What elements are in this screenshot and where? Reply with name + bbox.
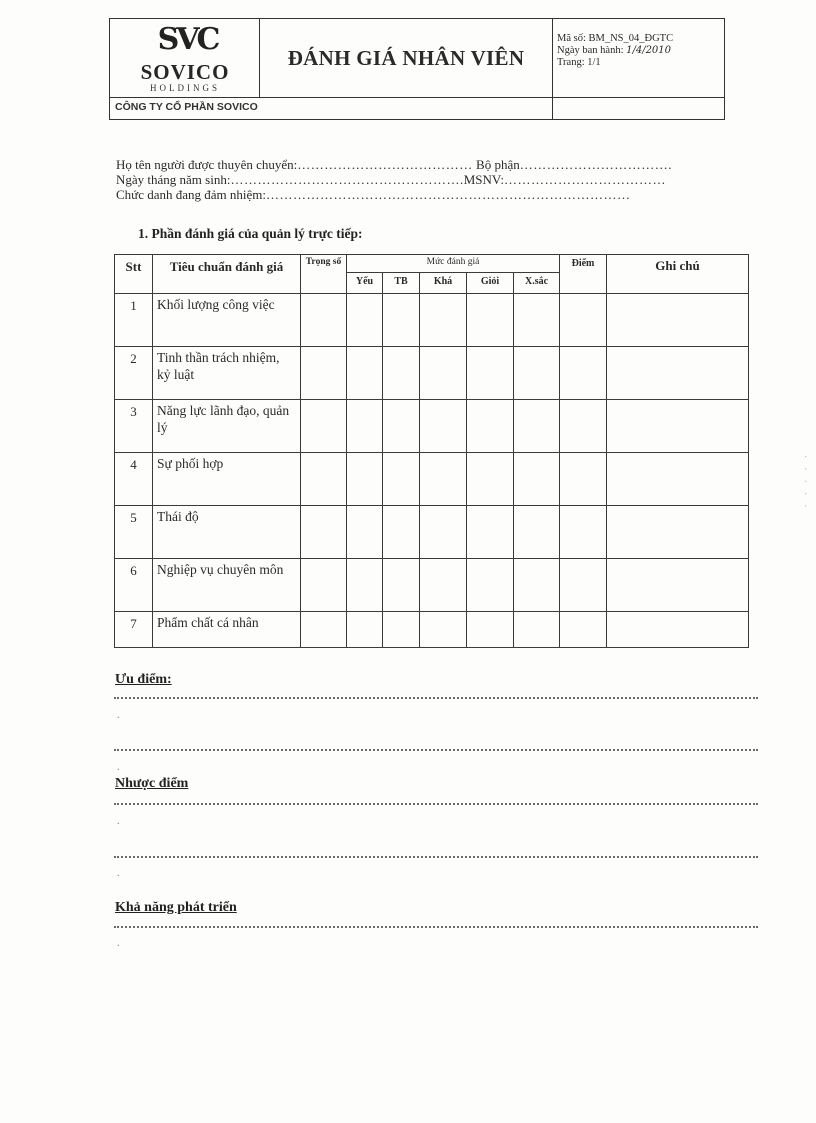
bullet-mark: . — [117, 938, 120, 949]
level-weak-cell[interactable] — [347, 612, 383, 648]
note-cell[interactable] — [607, 612, 749, 648]
position-line — [116, 187, 672, 202]
note-cell[interactable] — [607, 400, 749, 453]
dob-line — [116, 172, 672, 187]
level-excellent-cell[interactable] — [514, 612, 560, 648]
score-cell[interactable] — [560, 559, 607, 612]
header-stt: Stt — [115, 255, 153, 294]
row-stt: 6 — [115, 559, 153, 612]
weight-cell[interactable] — [301, 453, 347, 506]
position-field[interactable]: ……………………………………………………………………… — [266, 187, 631, 202]
name-field[interactable]: ………………………………… — [297, 157, 473, 172]
header-level-weak: Yếu — [347, 273, 383, 294]
msnv-label: MSNV: — [463, 172, 504, 187]
evaluation-table — [114, 254, 749, 648]
name-label: Họ tên người được thuyên chuyển: — [116, 157, 298, 172]
level-fair-cell[interactable] — [420, 400, 467, 453]
employee-info — [116, 157, 672, 202]
score-cell[interactable] — [560, 506, 607, 559]
strengths-line-1[interactable] — [114, 697, 758, 699]
weight-cell[interactable] — [301, 347, 347, 400]
header-level-excellent: X.sắc — [514, 273, 560, 294]
note-cell[interactable] — [607, 506, 749, 559]
row-stt: 3 — [115, 400, 153, 453]
form-title: ĐÁNH GIÁ NHÂN VIÊN — [287, 45, 525, 70]
bullet-mark: . — [117, 710, 120, 721]
level-fair-cell[interactable] — [420, 453, 467, 506]
form-meta — [553, 19, 724, 97]
page-number: Trang: 1/1 — [557, 57, 601, 68]
name-line — [116, 157, 672, 172]
header-criteria: Tiêu chuẩn đánh giá — [153, 255, 301, 294]
level-fair-cell[interactable] — [420, 559, 467, 612]
note-cell[interactable] — [607, 347, 749, 400]
weaknesses-line-1[interactable] — [114, 803, 758, 805]
score-cell[interactable] — [560, 453, 607, 506]
weight-cell[interactable] — [301, 612, 347, 648]
score-cell[interactable] — [560, 294, 607, 347]
level-excellent-cell[interactable] — [514, 506, 560, 559]
level-average-cell[interactable] — [383, 612, 420, 648]
level-good-cell[interactable] — [467, 453, 514, 506]
table-row — [115, 400, 749, 453]
bullet-mark: . — [117, 816, 120, 827]
level-fair-cell[interactable] — [420, 347, 467, 400]
note-cell[interactable] — [607, 453, 749, 506]
bullet-mark: . — [117, 762, 120, 773]
company-row-divider — [552, 98, 553, 119]
header-level-fair: Khá — [420, 273, 467, 294]
level-good-cell[interactable] — [467, 400, 514, 453]
level-average-cell[interactable] — [383, 559, 420, 612]
strengths-line-2[interactable] — [114, 749, 758, 751]
title-cell — [260, 19, 553, 97]
row-stt: 2 — [115, 347, 153, 400]
table-row — [115, 347, 749, 400]
header-note: Ghi chú — [607, 255, 749, 294]
level-excellent-cell[interactable] — [514, 294, 560, 347]
header-score: Điểm — [560, 255, 607, 294]
row-stt: 1 — [115, 294, 153, 347]
msnv-field[interactable]: ……………………………… — [503, 172, 666, 187]
row-criteria: Phẩm chất cá nhân — [153, 612, 301, 648]
score-cell[interactable] — [560, 347, 607, 400]
level-good-cell[interactable] — [467, 612, 514, 648]
row-criteria: Thái độ — [153, 506, 301, 559]
company-row — [110, 97, 724, 119]
level-excellent-cell[interactable] — [514, 400, 560, 453]
level-average-cell[interactable] — [383, 506, 420, 559]
level-good-cell[interactable] — [467, 347, 514, 400]
header-level-average: TB — [383, 273, 420, 294]
level-fair-cell[interactable] — [420, 612, 467, 648]
note-cell[interactable] — [607, 559, 749, 612]
table-row — [115, 453, 749, 506]
logo-mark: SVC — [157, 22, 218, 57]
level-weak-cell[interactable] — [347, 400, 383, 453]
margin-scribble: · · · · · — [799, 455, 810, 511]
weaknesses-line-2[interactable] — [114, 856, 758, 858]
issue-date-label: Ngày ban hành: — [557, 45, 624, 56]
level-weak-cell[interactable] — [347, 559, 383, 612]
table-row — [115, 612, 749, 648]
potential-label: Khả năng phát triển — [115, 900, 237, 915]
dept-field[interactable]: ……………………………. — [519, 157, 672, 172]
dept-label: Bộ phận — [476, 157, 520, 172]
level-average-cell[interactable] — [383, 400, 420, 453]
level-good-cell[interactable] — [467, 294, 514, 347]
level-good-cell[interactable] — [467, 506, 514, 559]
level-excellent-cell[interactable] — [514, 453, 560, 506]
header-level-good: Giỏi — [467, 273, 514, 294]
weight-cell[interactable] — [301, 294, 347, 347]
level-average-cell[interactable] — [383, 294, 420, 347]
note-cell[interactable] — [607, 294, 749, 347]
row-criteria: Nghiệp vụ chuyên môn — [153, 559, 301, 612]
row-criteria: Tinh thần trách nhiệm, kỷ luật — [153, 347, 301, 400]
form-header — [109, 18, 725, 120]
row-stt: 5 — [115, 506, 153, 559]
level-fair-cell[interactable] — [420, 294, 467, 347]
level-weak-cell[interactable] — [347, 453, 383, 506]
logo-subtitle: HOLDINGS — [150, 83, 220, 93]
header-weight: Trọng số — [301, 255, 347, 294]
company-logo — [110, 19, 260, 97]
level-weak-cell[interactable] — [347, 506, 383, 559]
row-criteria: Sự phối hợp — [153, 453, 301, 506]
level-excellent-cell[interactable] — [514, 347, 560, 400]
dob-label: Ngày tháng năm sinh: — [116, 172, 231, 187]
position-label: Chức danh đang đảm nhiệm: — [116, 187, 267, 202]
weaknesses-label: Nhược điểm — [115, 776, 189, 791]
logo-name: SOVICO — [140, 60, 230, 84]
level-average-cell[interactable] — [383, 347, 420, 400]
section-heading: 1. Phần đánh giá của quản lý trực tiếp: — [138, 226, 363, 241]
header-level: Mức đánh giá — [347, 255, 560, 273]
weight-cell[interactable] — [301, 506, 347, 559]
row-criteria: Khối lượng công việc — [153, 294, 301, 347]
row-criteria: Năng lực lãnh đạo, quản lý — [153, 400, 301, 453]
level-weak-cell[interactable] — [347, 347, 383, 400]
issue-date-value: 1/4/2010 — [626, 45, 672, 56]
company-name: CÔNG TY CỔ PHẦN SOVICO — [115, 101, 258, 113]
score-cell[interactable] — [560, 400, 607, 453]
weight-cell[interactable] — [301, 559, 347, 612]
row-stt: 4 — [115, 453, 153, 506]
dob-field[interactable]: ……………………………………………. — [230, 172, 464, 187]
level-fair-cell[interactable] — [420, 506, 467, 559]
level-average-cell[interactable] — [383, 453, 420, 506]
table-row — [115, 506, 749, 559]
level-good-cell[interactable] — [467, 559, 514, 612]
table-row — [115, 294, 749, 347]
form-code: Mã số: BM_NS_04_ĐGTC — [557, 33, 674, 44]
table-row — [115, 559, 749, 612]
issue-date — [557, 45, 724, 57]
weight-cell[interactable] — [301, 400, 347, 453]
score-cell[interactable] — [560, 612, 607, 648]
potential-line-1[interactable] — [114, 926, 758, 928]
strengths-label: Ưu điểm: — [115, 672, 172, 687]
bullet-mark: . — [117, 868, 120, 879]
level-weak-cell[interactable] — [347, 294, 383, 347]
level-excellent-cell[interactable] — [514, 559, 560, 612]
row-stt: 7 — [115, 612, 153, 648]
